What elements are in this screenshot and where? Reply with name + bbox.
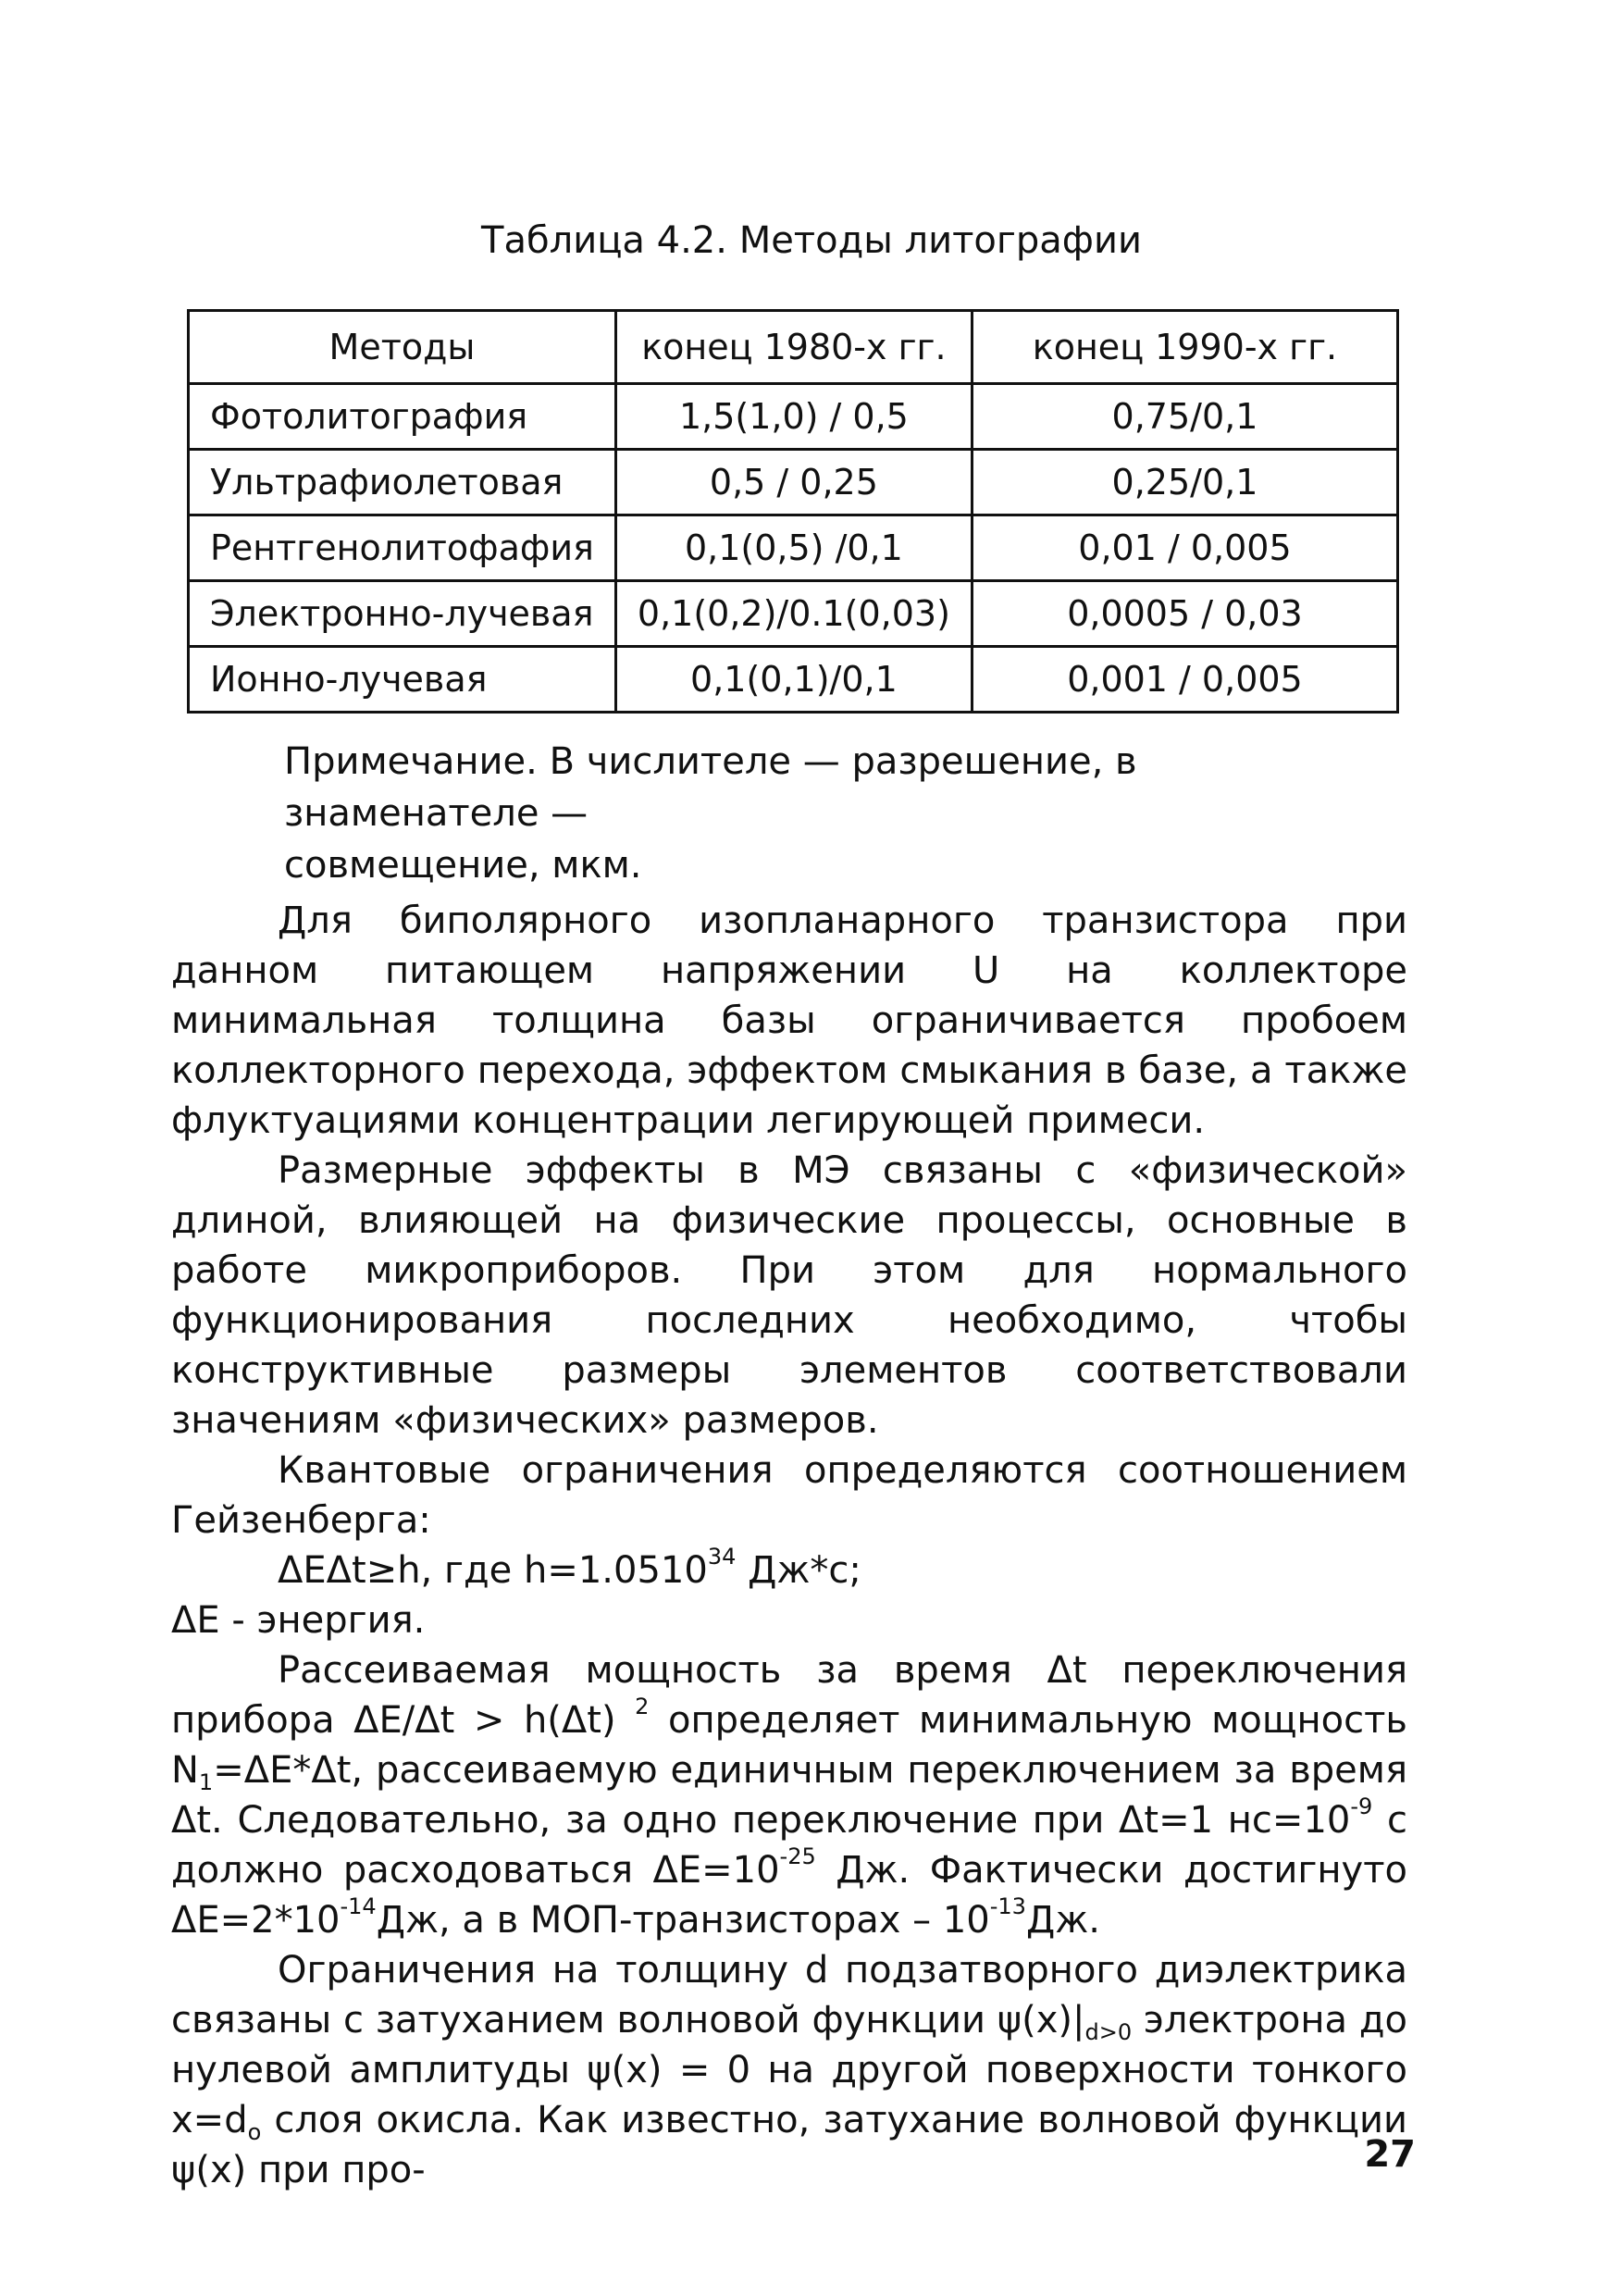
method-cell: Фотолитография: [189, 384, 616, 450]
paragraph: Квантовые ограничения определяются соотношением Гейзенберга:: [171, 1449, 1407, 1542]
table-row: [189, 647, 1398, 713]
table-row: [189, 581, 1398, 647]
heisenberg-formula: ΔEΔt≥h, где $h=1.0510^{34}$ Дж*с;: [278, 1544, 861, 1592]
paragraph: Ограничения на толщину d подзатворного диэлектрика связаны с затуханием волновой функции $\psi(x)|_{d>0}$ электрона до нулевой амплитуды ψ(x) = 0 на другой поверхности тонкого $x=d_o$ слоя окисла. Как известно, затухание волновой функции ψ(x) при про-: [171, 1949, 1407, 2191]
paragraph: ΔE - энергия.: [171, 1599, 426, 1642]
value-cell: 0,25/0,1: [972, 450, 1397, 515]
note-line: Примечание. В числителе — разрешение, в знаменателе —: [284, 740, 1137, 835]
value-cell: 0,1(0,5) /0,1: [615, 515, 972, 581]
method-cell: Электронно-лучевая: [189, 581, 616, 647]
value-cell: 1,5(1,0) / 0,5: [615, 384, 972, 450]
method-cell: Рентгенолитофафия: [189, 515, 616, 581]
table-row: [189, 450, 1398, 515]
table-note: [284, 736, 1394, 891]
value-cell: 0,1(0,2)/0.1(0,03): [615, 581, 972, 647]
table-row: [189, 515, 1398, 581]
table-caption: Таблица 4.2. Методы литографии: [481, 219, 1142, 262]
value-cell: 0,001 / 0,005: [972, 647, 1397, 713]
column-header: конец 1990-х гг.: [972, 311, 1397, 384]
column-header: Методы: [189, 311, 616, 384]
paragraph: Рассеиваемая мощность за время Δt переключения прибора ΔE/Δt > h(Δt) $^2$ определяет минимальную мощность $N_1=\Delta E*\Delta t$, рассеиваемую единичным переключением за время Δt. Следовательно, за одно переключение при Δt=1 $нс=10^{-9}$ с должно расходоваться $\Delta E=10^{-25}$ Дж. Фактически достигнуто $\Delta E=2*10^{-14}Дж$, а в МОП-транзисторах – $10^{-13}Дж$.: [171, 1649, 1407, 1942]
page-number: 27: [1364, 2133, 1416, 2176]
lithography-table: [187, 309, 1399, 714]
value-cell: 0,01 / 0,005: [972, 515, 1397, 581]
paragraph: Для биполярного изопланарного транзистора при данном питающем напряжении U на коллекторе минимальная толщина базы ограничивается пробоем коллекторного перехода, эффектом смыкания в базе, а также флуктуациями концентрации легирующей примеси.: [171, 900, 1407, 1142]
note-line: совмещение, мкм.: [284, 844, 642, 887]
method-cell: Ультрафиолетовая: [189, 450, 616, 515]
table-header-row: [189, 311, 1398, 384]
body-text: [171, 896, 1407, 2195]
method-cell: Ионно-лучевая: [189, 647, 616, 713]
value-cell: 0,5 / 0,25: [615, 450, 972, 515]
value-cell: 0,0005 / 0,03: [972, 581, 1397, 647]
paragraph: Размерные эффекты в МЭ связаны с «физической» длиной, влияющей на физические процессы, основные в работе микроприборов. При этом для нормального функционирования последних необходимо, чтобы конструктивные размеры элементов соответствовали значениям «физических» размеров.: [171, 1149, 1407, 1442]
value-cell: 0,75/0,1: [972, 384, 1397, 450]
table-row: [189, 384, 1398, 450]
value-cell: 0,1(0,1)/0,1: [615, 647, 972, 713]
column-header: конец 1980-х гг.: [615, 311, 972, 384]
